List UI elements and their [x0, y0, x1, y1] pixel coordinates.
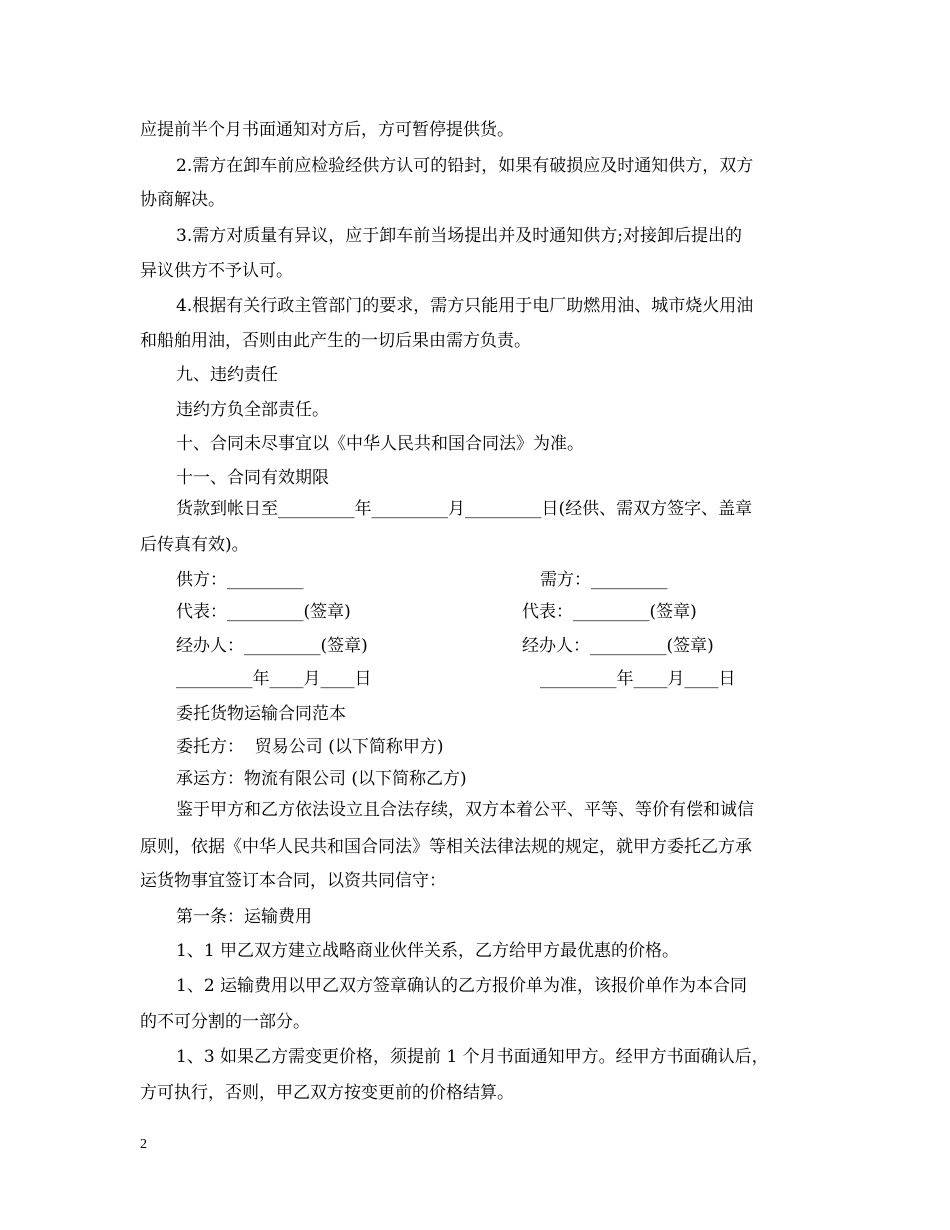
text-line: 1、2 运输费用以甲乙双方签章确认的乙方报价单为准，该报价单作为本合同 [176, 976, 748, 996]
supplier-representative-field: 代表：_________(签章) [176, 602, 351, 622]
buyer-signature-field: 需方：_________ [540, 570, 668, 590]
text-line: 3.需方对质量有异议，应于卸车前当场提出并及时通知供方;对接卸后提出的 [176, 226, 742, 246]
page-number: 2 [140, 1137, 147, 1152]
text-line: 鉴于甲方和乙方依法设立且合法存续，双方本着公平、平等、等价有偿和诚信 [176, 800, 754, 820]
text-line: 1、3 如果乙方需变更价格，须提前 1 个月书面通知甲方。经甲方书面确认后， [176, 1047, 769, 1067]
text-line: 方可执行，否则，甲乙双方按变更前的价格结算。 [140, 1083, 514, 1103]
text-line: 运货物事宜签订本合同，以资共同信守： [140, 871, 446, 891]
carrier-party-line: 承运方：物流有限公司 (以下简称乙方) [176, 769, 467, 789]
supplier-signature-field: 供方：_________ [176, 570, 304, 590]
text-line: 异议供方不予认可。 [140, 261, 293, 281]
text-line: 和船舶用油，否则由此产生的一切后果由需方负责。 [140, 331, 531, 351]
supplier-date-field: _________年____月____日 [176, 669, 372, 689]
section-heading: 九、违约责任 [176, 365, 278, 385]
text-line: 原则，依据《中华人民共和国合同法》等相关法律法规的规定，就甲方委托乙方承 [140, 837, 752, 857]
document-title: 委托货物运输合同范本 [176, 704, 346, 724]
section-heading: 十一、合同有效期限 [176, 468, 329, 488]
supplier-agent-field: 经办人：_________(签章) [176, 636, 368, 656]
text-line: 1、1 甲乙双方建立战略商业伙伴关系，乙方给甲方最优惠的价格。 [176, 941, 680, 961]
text-line: 2.需方在卸车前应检验经供方认可的铅封，如果有破损应及时通知供方，双方 [176, 156, 754, 176]
text-line: 的不可分割的一部分。 [140, 1012, 310, 1032]
text-line: 4.根据有关行政主管部门的要求，需方只能用于电厂助燃用油、城市烧火用油 [176, 296, 754, 316]
text-line: 违约方负全部责任。 [176, 400, 329, 420]
buyer-agent-field: 经办人：_________(签章) [522, 636, 714, 656]
client-party-line: 委托方： 贸易公司 (以下简称甲方) [176, 737, 444, 757]
text-line: 后传真有效)。 [140, 535, 249, 555]
section-heading: 第一条：运输费用 [176, 907, 312, 927]
buyer-representative-field: 代表：_________(签章) [522, 602, 697, 622]
text-line: 十、合同未尽事宜以《中华人民共和国合同法》为准。 [176, 434, 584, 454]
text-line: 应提前半个月书面通知对方后，方可暂停提供货。 [140, 120, 514, 140]
text-line: 协商解决。 [140, 190, 225, 210]
text-line: 货款到帐日至_________年_________月_________日(经供、需双方签字、盖章 [176, 499, 753, 519]
buyer-date-field: _________年____月____日 [540, 669, 736, 689]
